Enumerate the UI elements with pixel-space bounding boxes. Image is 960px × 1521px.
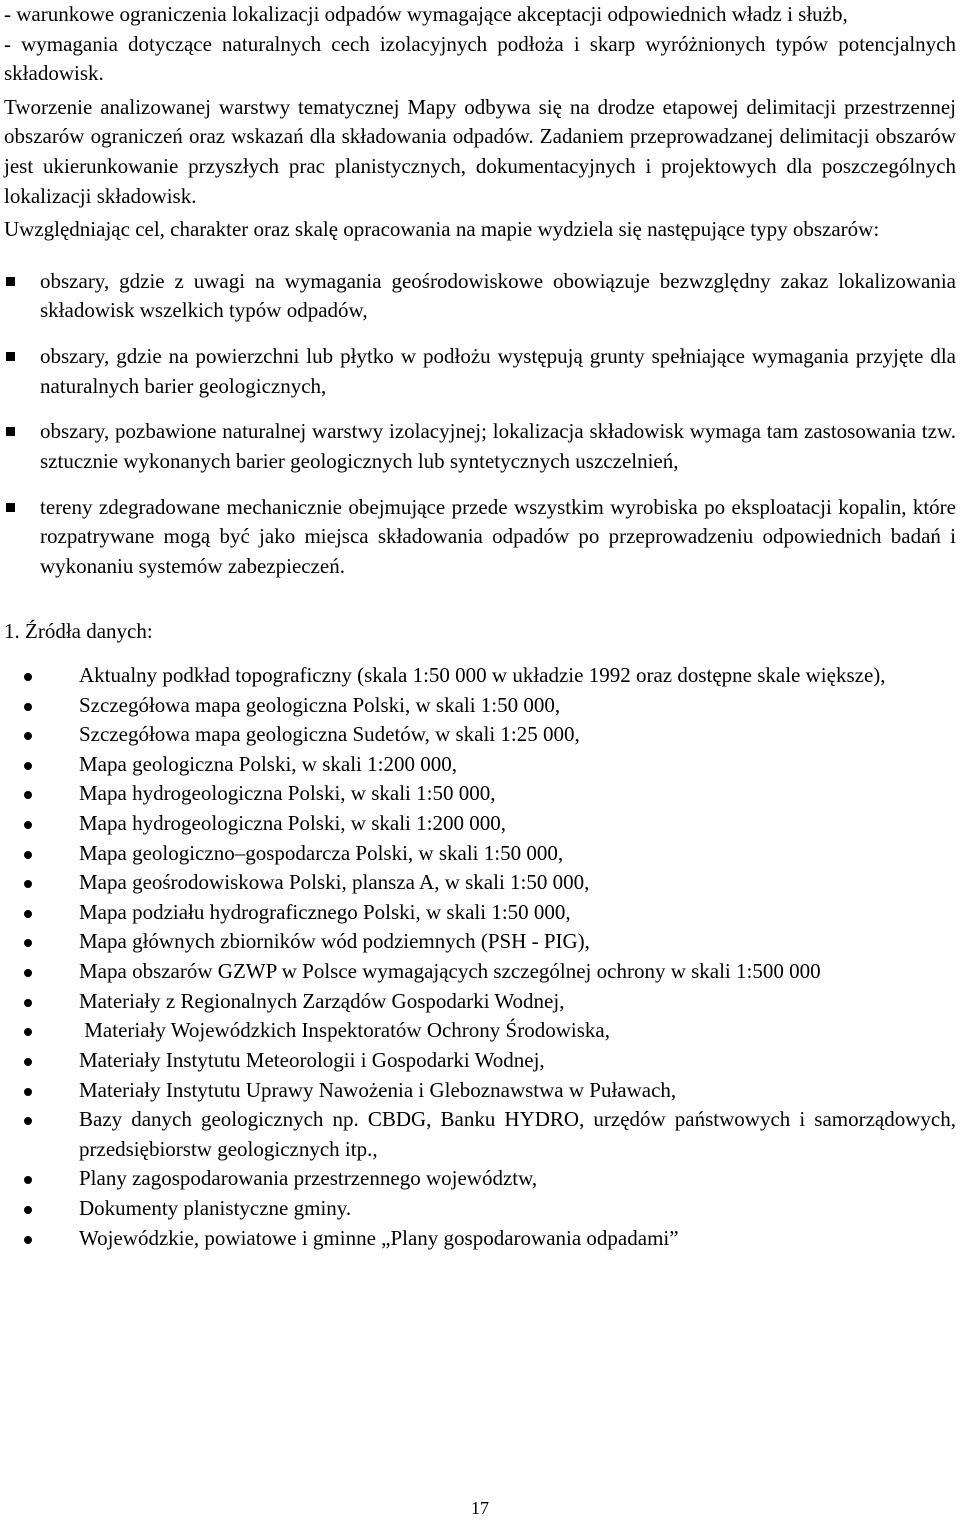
round-bullet-icon (24, 762, 32, 770)
area-type-item (4, 417, 956, 476)
data-source-item (4, 1164, 956, 1194)
data-source-text: Mapa geologiczna Polski, w skali 1:200 000, (79, 751, 457, 776)
data-source-text: Mapa głównych zbiorników wód podziemnych (PSH - PIG), (79, 929, 590, 954)
round-bullet-icon (24, 673, 32, 681)
data-sources-list (4, 661, 956, 1253)
area-type-text: obszary, pozbawione naturalnej warstwy izolacyjnej; lokalizacja składowisk wymaga tam zastosowania tzw. sztucznie wykonanych barier geologicznych lub syntetycznych uszczelnień, (40, 419, 956, 473)
area-type-text: obszary, gdzie na powierzchni lub płytko w podłożu występują grunty spełniające wymagania przyjęte dla naturalnych barier geologicznych, (40, 344, 956, 398)
constraint-line-1: - warunkowe ograniczenia lokalizacji odpadów wymagające akceptacji odpowiednich władz i służb, (4, 2, 848, 26)
page-number: 17 (471, 1498, 489, 1518)
paragraph-delimitation: Tworzenie analizowanej warstwy tematycznej Mapy odbywa się na drodze etapowej delimitacji przestrzennej obszarów ograniczeń oraz wskazań dla składowania odpadów. Zadaniem przeprowadzanej delimitacji obszarów jest ukierunkowanie przyszłych prac planistycznych, dokumentacyjnych i projektowych dla poszczególnych lokalizacji składowisk. (4, 94, 956, 208)
data-source-text: Mapa podziału hydrograficznego Polski, w skali 1:50 000, (79, 899, 571, 924)
paragraph-area-types-intro: Uwzględniając cel, charakter oraz skalę opracowania na mapie wydziela się następujące typy obszarów: (4, 217, 880, 242)
round-bullet-icon (24, 1176, 32, 1184)
round-bullet-icon (24, 910, 32, 918)
data-source-item (4, 809, 956, 839)
area-type-text: obszary, gdzie z uwagi na wymagania geośrodowiskowe obowiązuje bezwzględny zakaz lokalizowania składowisk wszelkich typów odpadów, (40, 268, 956, 323)
round-bullet-icon (24, 880, 32, 888)
area-types-list (4, 267, 956, 581)
round-bullet-icon (24, 1236, 32, 1244)
round-bullet-icon (24, 851, 32, 859)
data-source-item (4, 839, 956, 869)
data-source-item (4, 720, 956, 750)
data-source-text: Materiały Instytutu Uprawy Nawożenia i Gleboznawstwa w Puławach, (79, 1077, 677, 1102)
data-source-item (4, 1076, 956, 1106)
data-source-item (4, 898, 956, 928)
section-heading: 1. Źródła danych: (4, 619, 153, 644)
data-source-text: Mapa geośrodowiskowa Polski, plansza A, w skali 1:50 000, (79, 870, 590, 895)
square-bullet-icon (6, 277, 15, 286)
round-bullet-icon (24, 969, 32, 977)
data-source-text: Materiały z Regionalnych Zarządów Gospodarki Wodnej, (79, 988, 565, 1013)
data-source-item (4, 1224, 956, 1254)
square-bullet-icon (6, 427, 15, 436)
round-bullet-icon (24, 939, 32, 947)
data-source-text: Szczegółowa mapa geologiczna Sudetów, w skali 1:25 000, (79, 722, 580, 747)
round-bullet-icon (24, 1206, 32, 1214)
data-source-item (4, 987, 956, 1017)
data-source-item (4, 779, 956, 809)
data-source-text: Mapa geologiczno–gospodarcza Polski, w skali 1:50 000, (79, 840, 564, 865)
data-source-text: Materiały Wojewódzkich Inspektoratów Ochrony Środowiska, (79, 1018, 610, 1043)
area-type-item (4, 267, 956, 326)
data-source-text: Plany zagospodarowania przestrzennego województw, (79, 1166, 538, 1191)
data-source-text: Wojewódzkie, powiatowe i gminne „Plany gospodarowania odpadami” (79, 1225, 679, 1250)
round-bullet-icon (24, 999, 32, 1007)
square-bullet-icon (6, 503, 15, 512)
round-bullet-icon (24, 732, 32, 740)
round-bullet-icon (24, 821, 32, 829)
data-source-item (4, 868, 956, 898)
data-source-text: Szczegółowa mapa geologiczna Polski, w skali 1:50 000, (79, 692, 561, 717)
data-source-text: Mapa hydrogeologiczna Polski, w skali 1:50 000, (79, 781, 496, 806)
data-source-item (4, 691, 956, 721)
data-source-item (4, 957, 956, 987)
area-type-item (4, 342, 956, 401)
constraint-line-2: - wymagania dotyczące naturalnych cech izolacyjnych podłoża i skarp wyróżnionych typów potencjalnych składowisk. (4, 31, 956, 86)
data-source-item (4, 927, 956, 957)
data-source-text: Materiały Instytutu Meteorologii i Gospodarki Wodnej, (79, 1047, 545, 1072)
round-bullet-icon (24, 1088, 32, 1096)
data-source-item (4, 1046, 956, 1076)
data-source-text: Bazy danych geologicznych np. CBDG, Banku HYDRO, urzędów państwowych i samorządowych, przedsiębiorstw geologicznych itp., (79, 1107, 956, 1161)
data-source-text: Mapa obszarów GZWP w Polsce wymagających szczególnej ochrony w skali 1:500 000 (79, 959, 821, 984)
area-type-item (4, 493, 956, 582)
data-source-item (4, 661, 956, 691)
area-type-text: tereny zdegradowane mechanicznie obejmujące przede wszystkim wyrobiska po eksploatacji kopalin, które rozpatrywane mogą być jako miejsca składowania odpadów po przeprowadzeniu odpowiednich badań i wykonaniu systemów zabezpieczeń. (40, 494, 956, 578)
round-bullet-icon (24, 791, 32, 799)
square-bullet-icon (6, 352, 15, 361)
round-bullet-icon (24, 1058, 32, 1066)
data-source-item (4, 1194, 956, 1224)
data-source-text: Aktualny podkład topograficzny (skala 1:50 000 w układzie 1992 oraz dostępne skale większe), (79, 662, 886, 687)
data-source-item (4, 750, 956, 780)
round-bullet-icon (24, 703, 32, 711)
round-bullet-icon (24, 1028, 32, 1036)
data-source-text: Dokumenty planistyczne gminy. (79, 1195, 352, 1220)
round-bullet-icon (24, 1117, 32, 1125)
data-source-item (4, 1105, 956, 1164)
data-source-item (4, 1016, 956, 1046)
data-source-text: Mapa hydrogeologiczna Polski, w skali 1:200 000, (79, 811, 506, 836)
